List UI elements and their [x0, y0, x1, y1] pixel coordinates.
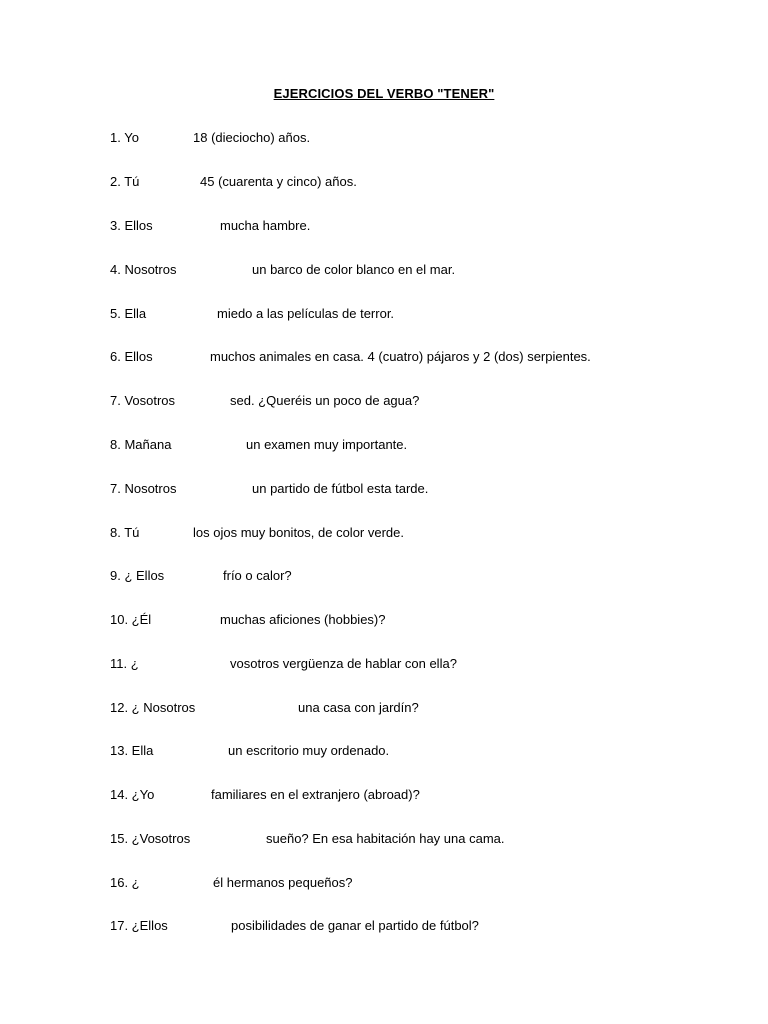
- exercise-completion: un partido de fútbol esta tarde.: [252, 481, 429, 496]
- exercise-subject: 13. Ella: [110, 743, 154, 758]
- exercise-subject: 1. Yo: [110, 130, 139, 145]
- exercise-subject: 7. Vosotros: [110, 393, 176, 408]
- exercise-subject: 4. Nosotros: [110, 262, 177, 277]
- exercise-subject: 12. ¿ Nosotros: [110, 700, 196, 715]
- exercise-completion: los ojos muy bonitos, de color verde.: [193, 525, 404, 540]
- exercise-subject: 8. Tú: [110, 525, 140, 540]
- exercise-completion: una casa con jardín?: [298, 700, 419, 715]
- exercise-completion: un examen muy importante.: [246, 437, 408, 452]
- exercise-subject: 7. Nosotros: [110, 481, 177, 496]
- exercise-subject: 14. ¿Yo: [110, 787, 155, 802]
- exercise-subject: 6. Ellos: [110, 349, 153, 364]
- exercise-completion: miedo a las películas de terror.: [217, 306, 395, 321]
- exercise-subject: 2. Tú: [110, 174, 140, 189]
- exercise-subject: 15. ¿Vosotros: [110, 831, 191, 846]
- exercise-completion: sed. ¿Queréis un poco de agua?: [230, 393, 420, 408]
- exercise-subject: 9. ¿ Ellos: [110, 568, 165, 583]
- worksheet-title: EJERCICIOS DEL VERBO "TENER": [273, 86, 495, 101]
- exercise-completion: familiares en el extranjero (abroad)?: [211, 787, 420, 802]
- exercise-completion: vosotros vergüenza de hablar con ella?: [230, 656, 457, 671]
- exercise-subject: 3. Ellos: [110, 218, 153, 233]
- exercise-completion: sueño? En esa habitación hay una cama.: [266, 831, 505, 846]
- exercise-completion: él hermanos pequeños?: [213, 875, 353, 890]
- exercise-completion: un barco de color blanco en el mar.: [252, 262, 456, 277]
- exercise-subject: 11. ¿: [110, 656, 139, 671]
- exercise-subject: 5. Ella: [110, 306, 147, 321]
- exercise-completion: frío o calor?: [223, 568, 292, 583]
- exercise-completion: muchas aficiones (hobbies)?: [220, 612, 386, 627]
- exercise-completion: muchos animales en casa. 4 (cuatro) pájaros y 2 (dos) serpientes.: [210, 349, 591, 364]
- exercise-subject: 8. Mañana: [110, 437, 172, 452]
- exercise-subject: 17. ¿Ellos: [110, 918, 168, 933]
- exercise-completion: mucha hambre.: [220, 218, 311, 233]
- exercise-completion: un escritorio muy ordenado.: [228, 743, 390, 758]
- exercise-subject: 10. ¿Él: [110, 612, 152, 627]
- exercise-subject: 16. ¿: [110, 875, 140, 890]
- exercise-completion: 45 (cuarenta y cinco) años.: [200, 174, 357, 189]
- exercise-completion: 18 (dieciocho) años.: [193, 130, 311, 145]
- exercise-completion: posibilidades de ganar el partido de fútbol?: [231, 918, 479, 933]
